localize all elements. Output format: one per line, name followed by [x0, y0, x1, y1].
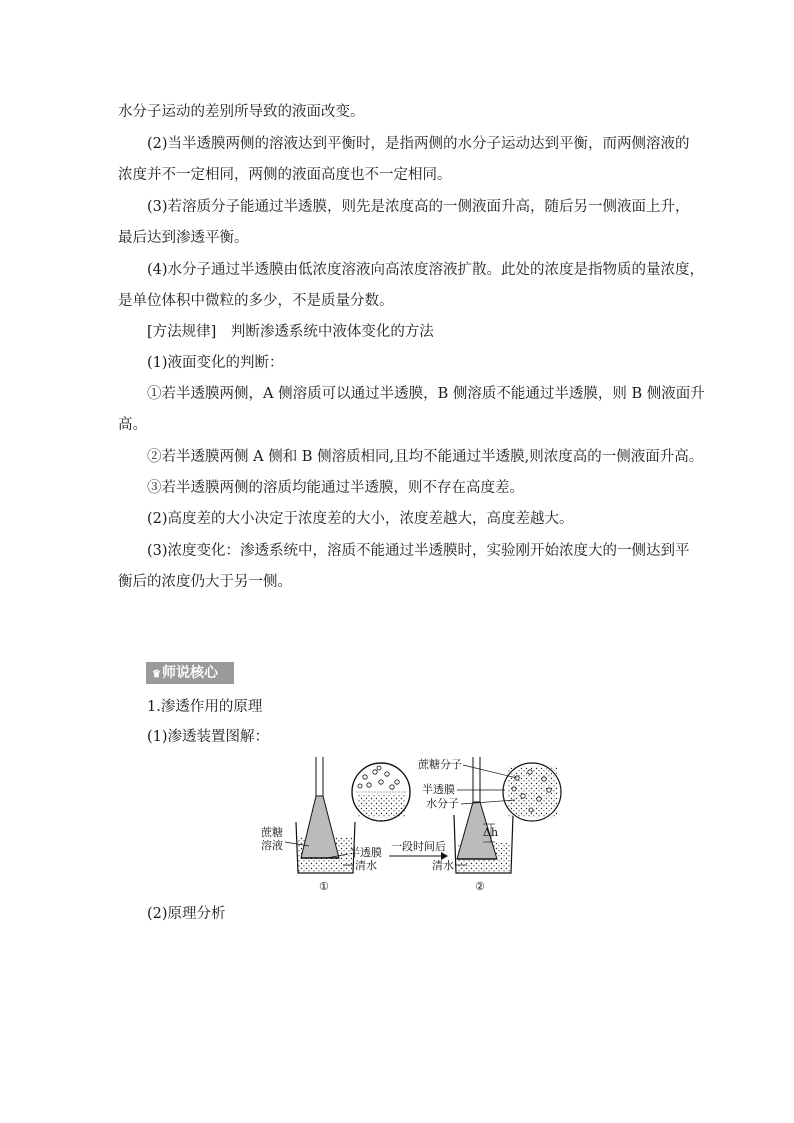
label-sucrose-molecule: 蔗糖分子 — [418, 758, 462, 771]
para-14: (2)高度差的大小决定于浓度差的大小，浓度差越大，高度差越大。 — [147, 511, 574, 527]
para-3: 浓度并不一定相同，两侧的液面高度也不一定相同。 — [118, 167, 452, 183]
para-10: ①若半透膜两侧，A 侧溶质可以通过半透膜，B 侧溶质不能通过半透膜，则 B 侧液面升 — [147, 386, 705, 402]
para-16: 衡后的浓度仍大于另一侧。 — [118, 574, 292, 590]
para-9: (1)液面变化的判断： — [147, 355, 284, 371]
section-heading: 1.渗透作用的原理 — [147, 699, 263, 715]
label-arrow: 一段时间后 — [391, 840, 446, 853]
para-11: 高。 — [118, 417, 147, 433]
osmosis-diagram — [255, 752, 565, 900]
left-apparatus — [296, 757, 355, 873]
para-2: (2)当半透膜两侧的溶液达到平衡时，是指两侧的水分子运动达到平衡，而两侧溶液的 — [147, 136, 690, 152]
section-badge — [146, 662, 234, 684]
left-funnel — [301, 796, 339, 858]
crown-icon: ♛ — [152, 669, 161, 680]
para-7: 是单位体积中微粒的多少，不是质量分数。 — [118, 293, 394, 309]
label-num-1: ① — [319, 880, 329, 893]
para-13: ③若半透膜两侧的溶质均能通过半透膜，则不存在高度差。 — [147, 480, 524, 496]
label-num-2: ② — [475, 880, 485, 893]
para-6: (4)水分子通过半透膜由低浓度溶液向高浓度溶液扩散。此处的浓度是指物质的量浓度， — [147, 262, 705, 278]
label-sucrose-solution-2: 溶液 — [261, 839, 283, 852]
label-membrane-left: 半透膜 — [349, 846, 382, 859]
time-arrow — [389, 839, 448, 860]
right-apparatus — [454, 757, 513, 873]
label-membrane-right: 半透膜 — [422, 783, 455, 796]
label-water-molecule: 水分子 — [426, 797, 459, 810]
para-1: 水分子运动的差别所导致的液面改变。 — [118, 104, 365, 120]
para-12: ②若半透膜两侧 A 侧和 B 侧溶质相同,且均不能通过半透膜,则浓度高的一侧液面升高。 — [147, 449, 704, 465]
section-badge-label: 师说核心 — [161, 665, 218, 681]
para-4: (3)若溶质分子能通过半透膜，则先是浓度高的一侧液面升高，随后另一侧液面上升， — [147, 199, 690, 215]
subheading-diagram: (1)渗透装置图解： — [147, 729, 270, 745]
para-5: 最后达到渗透平衡。 — [118, 230, 249, 246]
subheading-analysis: (2)原理分析 — [147, 906, 226, 922]
right-zoom-circle — [503, 763, 561, 821]
label-water-right: 清水 — [432, 859, 454, 872]
para-15: (3)浓度变化：渗透系统中，溶质不能通过半透膜时，实验刚开始浓度大的一侧达到平 — [147, 543, 690, 559]
left-zoom-circle — [352, 763, 410, 821]
label-water-left: 清水 — [355, 859, 377, 872]
method-heading: [方法规律] 判断渗透系统中液体变化的方法 — [147, 324, 434, 340]
label-dh: Δh — [483, 826, 499, 839]
label-sucrose-solution-1: 蔗糖 — [261, 826, 283, 839]
